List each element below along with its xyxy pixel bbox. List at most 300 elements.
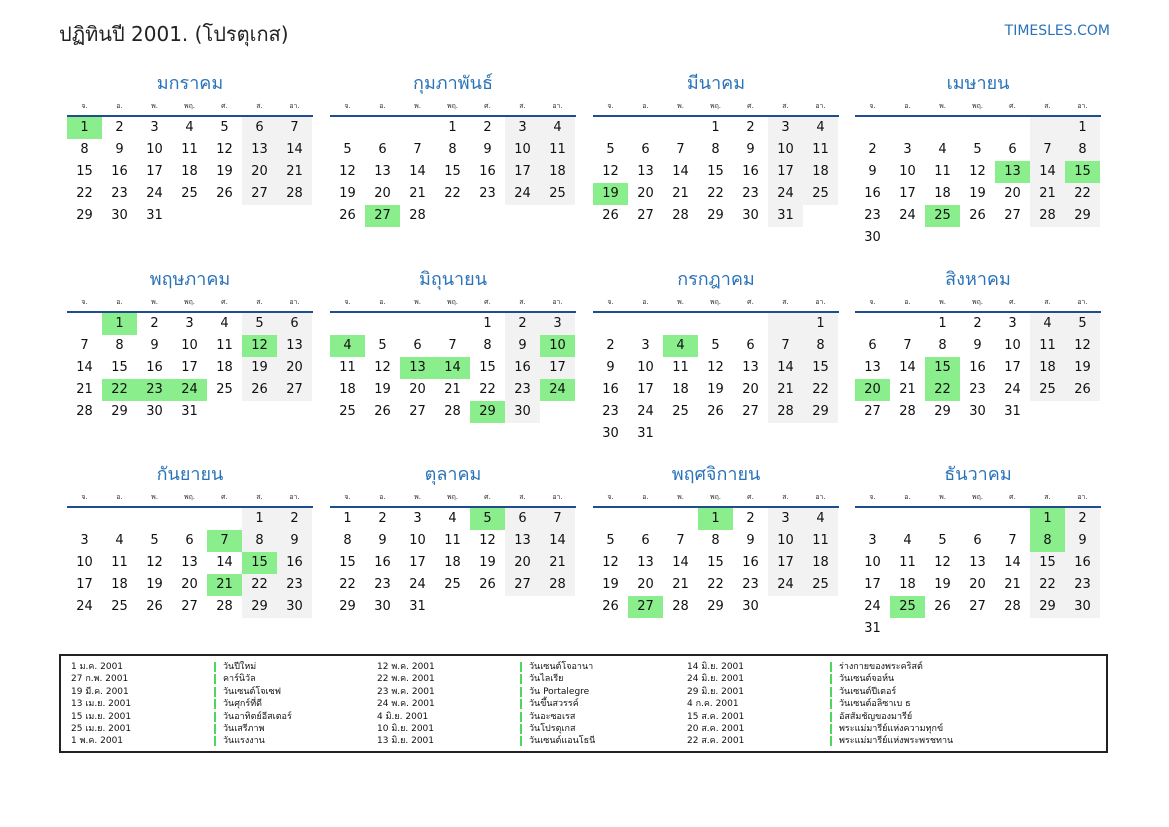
day-cell: 16 [742,555,759,570]
day-cell: 26 [242,379,277,401]
legend-row [377,698,595,710]
legend-row [687,661,953,673]
day-cell: 30 [374,599,391,614]
day-cell: 4 [1030,313,1065,335]
day-cell: 14 [1030,161,1065,183]
day-cell: 8 [1065,139,1100,161]
weekday-label: อา. [1077,298,1088,306]
holiday-name: วันศุกร์ที่ดี [223,699,262,710]
empty-cell [1030,117,1065,139]
empty-cell [330,313,365,335]
day-cell: 17 [505,161,540,183]
empty-cell [855,313,890,335]
day-cell: 7 [80,338,89,353]
day-cell: 13 [242,139,277,161]
empty-cell [67,508,102,530]
day-cell: 8 [711,533,720,548]
month-name: พฤษภาคม [149,269,231,290]
weekday-label: พฤ. [183,298,196,306]
holiday-date: 15 เม.ย. 2001 [71,711,132,722]
weekday-label: ส. [519,298,526,306]
weekday-label: ส. [782,102,789,110]
day-cell: 13 [277,335,312,357]
day-cell: 7 [540,508,575,530]
weekday-label: จ. [607,102,614,110]
day-cell: 12 [602,555,619,570]
holiday-marker [214,724,216,734]
weekday-label: อ. [642,298,649,306]
empty-cell [768,313,803,335]
legend-column [377,661,595,748]
month-block [593,266,839,445]
day-cell: 2 [378,511,387,526]
day-grid [855,313,1101,423]
legend-column [687,661,953,748]
day-cell: 10 [768,139,803,161]
day-cell: 15 [707,164,724,179]
weekday-label: พ. [414,298,421,306]
weekday-label: อา. [815,298,826,306]
day-cell: 9 [378,533,387,548]
day-cell: 23 [505,379,540,401]
weekday-label: พ. [677,493,684,501]
holiday-name: วันขึ้นสวรรค์ [529,699,579,710]
day-cell: 5 [242,313,277,335]
month-name: เมษายน [946,73,1010,94]
day-cell: 10 [146,142,163,157]
holiday-marker [214,699,216,709]
legend-row [71,735,292,747]
weekday-label: ศ. [221,493,228,501]
day-cell: 25 [181,186,198,201]
weekday-label: จ. [607,298,614,306]
weekday-label: อ. [116,298,123,306]
day-cell: 5 [711,338,720,353]
day-cell: 14 [409,164,426,179]
holiday-date: 10 มิ.ย. 2001 [377,724,435,735]
day-grid [330,117,576,227]
day-cell: 23 [742,577,759,592]
day-cell: 26 [602,599,619,614]
day-cell: 21 [672,186,689,201]
brand-link[interactable]: TIMESLES.COM [1004,23,1110,39]
weekday-label: อา. [289,102,300,110]
holiday-name: วันเซนต์โจอานา [529,662,594,672]
holiday-date: 24 มิ.ย. 2001 [687,674,745,685]
day-cell: 20 [277,357,312,379]
weekday-header [330,98,576,117]
day-cell: 5 [606,533,615,548]
day-cell: 7 [676,533,685,548]
holiday-day-cell: 15 [242,552,277,574]
day-cell: 30 [1065,596,1100,618]
day-cell: 15 [479,360,496,375]
holiday-marker [520,736,522,746]
day-cell: 27 [1004,208,1021,223]
holiday-name: วันโปรตุเกส [529,724,576,735]
holiday-date: 19 มี.ค. 2001 [71,686,129,697]
day-cell: 10 [768,530,803,552]
month-block [855,70,1101,249]
day-cell: 25 [1030,379,1065,401]
day-cell: 15 [76,164,93,179]
day-cell: 12 [707,360,724,375]
day-cell: 3 [413,511,422,526]
day-cell: 11 [444,533,461,548]
day-cell: 26 [934,599,951,614]
day-grid [593,117,839,227]
weekday-label: พ. [939,493,946,501]
holiday-name: ร่างกายของพระคริสต์ [839,662,923,672]
day-cell: 25 [216,382,233,397]
day-cell: 29 [76,208,93,223]
day-cell: 7 [903,338,912,353]
empty-cell [855,117,890,139]
day-grid [330,508,576,618]
holiday-day-cell: 8 [1030,530,1065,552]
weekday-header [330,294,576,313]
weekday-label: ศ. [1009,493,1016,501]
day-cell: 28 [444,404,461,419]
day-cell: 14 [768,357,803,379]
day-cell: 8 [242,530,277,552]
holiday-name: วันเสรีภาพ [223,724,265,735]
day-cell: 1 [483,316,492,331]
day-cell: 9 [868,164,877,179]
day-cell: 5 [220,120,229,135]
day-cell: 19 [216,164,233,179]
holiday-day-cell: 12 [242,335,277,357]
day-cell: 4 [448,511,457,526]
day-cell: 3 [185,316,194,331]
day-cell: 24 [637,404,654,419]
holiday-day-cell: 1 [67,117,102,139]
day-cell: 29 [934,404,951,419]
legend-row [377,711,595,723]
day-grid [593,508,839,618]
day-cell: 24 [864,599,881,614]
day-cell: 31 [768,205,803,227]
day-grid [67,508,313,618]
day-cell: 21 [409,186,426,201]
day-cell: 10 [637,360,654,375]
weekday-label: ศ. [484,493,491,501]
day-cell: 7 [768,335,803,357]
holiday-marker [214,712,216,722]
day-cell: 9 [746,533,755,548]
holiday-day-cell: 1 [698,508,733,530]
day-cell: 7 [413,142,422,157]
weekday-label: ส. [1044,102,1051,110]
legend-row [71,723,292,735]
day-cell: 4 [938,142,947,157]
weekday-label: พฤ. [446,493,459,501]
day-cell: 17 [146,164,163,179]
day-cell: 13 [374,164,391,179]
holiday-name: วันเซนต์โจเซฟ [223,686,282,697]
weekday-label: พฤ. [446,298,459,306]
day-cell: 18 [803,552,838,574]
day-cell: 25 [444,577,461,592]
day-cell: 30 [602,426,619,441]
day-cell: 10 [76,555,93,570]
empty-cell [102,508,137,530]
month-name: สิงหาคม [945,269,1011,290]
day-cell: 20 [181,577,198,592]
day-cell: 14 [672,555,689,570]
holiday-day-cell: 7 [207,530,242,552]
weekday-label: อ. [379,102,386,110]
day-cell: 22 [444,186,461,201]
page-title: ปฏิทินปี 2001. (โปรตุเกส) [59,22,289,46]
day-cell: 30 [864,230,881,245]
day-cell: 2 [150,316,159,331]
weekday-label: อา. [289,298,300,306]
weekday-label: ศ. [484,102,491,110]
day-cell: 28 [672,208,689,223]
day-cell: 28 [899,404,916,419]
month-block [593,461,839,618]
day-cell: 15 [803,357,838,379]
day-cell: 17 [864,577,881,592]
day-cell: 22 [803,379,838,401]
weekday-header [67,98,313,117]
month-block [67,266,313,423]
day-cell: 14 [76,360,93,375]
weekday-label: จ. [81,298,88,306]
day-cell: 24 [1004,382,1021,397]
day-cell: 23 [479,186,496,201]
weekday-label: ศ. [221,298,228,306]
day-cell: 11 [540,139,575,161]
day-cell: 1 [343,511,352,526]
holiday-day-cell: 13 [995,161,1030,183]
day-cell: 24 [146,186,163,201]
weekday-label: ส. [519,102,526,110]
holiday-name: พระแม่มารีย์แห่งความทุกข์ [839,724,944,735]
day-cell: 6 [413,338,422,353]
holiday-name: อัสสัมชัญของมารีย์ [839,711,913,722]
day-cell: 5 [378,338,387,353]
day-cell: 23 [374,577,391,592]
weekday-label: ศ. [221,102,228,110]
holiday-date: 1 ม.ค. 2001 [71,662,124,672]
day-cell: 3 [150,120,159,135]
day-cell: 3 [868,533,877,548]
day-cell: 1 [1065,117,1100,139]
weekday-label: จ. [869,298,876,306]
day-cell: 29 [707,599,724,614]
day-cell: 18 [1030,357,1065,379]
day-cell: 28 [277,183,312,205]
day-cell: 15 [1030,552,1065,574]
day-cell: 11 [934,164,951,179]
day-cell: 26 [969,208,986,223]
month-name: ตุลาคม [424,464,482,485]
day-cell: 16 [969,360,986,375]
day-cell: 27 [277,379,312,401]
empty-cell [995,117,1030,139]
weekday-label: จ. [344,298,351,306]
day-cell: 27 [505,574,540,596]
weekday-label: พฤ. [709,102,722,110]
day-cell: 17 [768,161,803,183]
holiday-marker [214,736,216,746]
day-cell: 20 [637,577,654,592]
month-block [855,461,1101,640]
day-cell: 2 [868,142,877,157]
day-cell: 1 [711,120,720,135]
empty-cell [628,117,663,139]
weekday-label: จ. [869,102,876,110]
day-cell: 3 [1008,316,1017,331]
day-cell: 31 [409,599,426,614]
day-cell: 25 [339,404,356,419]
day-cell: 30 [111,208,128,223]
day-cell: 25 [672,404,689,419]
day-cell: 12 [339,164,356,179]
day-cell: 17 [76,577,93,592]
day-cell: 26 [339,208,356,223]
day-cell: 19 [339,186,356,201]
day-cell: 5 [973,142,982,157]
day-cell: 12 [374,360,391,375]
weekday-label: ส. [782,493,789,501]
day-cell: 26 [707,404,724,419]
holiday-name: วันเซนต์แอนโธนี [529,736,596,747]
day-cell: 1 [448,120,457,135]
weekday-label: อา. [1077,102,1088,110]
day-cell: 21 [277,161,312,183]
holiday-day-cell: 25 [925,205,960,227]
weekday-label: พ. [939,298,946,306]
holiday-date: 23 พ.ค. 2001 [377,686,435,697]
day-cell: 25 [111,599,128,614]
holiday-name: วันไลเรีย [529,674,564,685]
holiday-date: 22 พ.ค. 2001 [377,674,435,685]
weekday-label: ส. [1044,493,1051,501]
month-name: กันยายน [156,464,224,485]
day-cell: 22 [1065,183,1100,205]
day-cell: 18 [111,577,128,592]
empty-cell [890,508,925,530]
day-cell: 4 [540,117,575,139]
holiday-marker [214,662,216,672]
day-cell: 16 [146,360,163,375]
legend-row [377,673,595,685]
holiday-marker [520,699,522,709]
day-cell: 18 [540,161,575,183]
day-cell: 14 [672,164,689,179]
weekday-label: อา. [1077,493,1088,501]
holiday-date: 4 มิ.ย. 2001 [377,711,429,722]
empty-cell [365,117,400,139]
day-cell: 18 [672,382,689,397]
empty-cell [855,508,890,530]
weekday-label: จ. [344,102,351,110]
holiday-day-cell: 22 [925,379,960,401]
day-cell: 29 [242,596,277,618]
day-cell: 23 [111,186,128,201]
holiday-date: 1 พ.ค. 2001 [71,736,124,747]
month-name: พฤศจิกายน [671,464,761,485]
day-cell: 28 [409,208,426,223]
day-cell: 13 [505,530,540,552]
weekday-label: ศ. [747,298,754,306]
weekday-label: พ. [677,102,684,110]
day-cell: 29 [803,401,838,423]
day-cell: 20 [742,382,759,397]
weekday-label: อ. [642,493,649,501]
day-cell: 8 [803,335,838,357]
holiday-marker [520,712,522,722]
day-cell: 1 [242,508,277,530]
day-grid [330,313,576,423]
holiday-name: วัน Portalegre [529,686,590,697]
day-cell: 14 [277,139,312,161]
day-cell: 28 [768,401,803,423]
day-cell: 24 [409,577,426,592]
legend-row [71,661,292,673]
month-block [67,70,313,227]
weekday-label: พฤ. [709,493,722,501]
day-cell: 17 [409,555,426,570]
holiday-marker [214,687,216,697]
holiday-name: คาร์นิวัล [223,674,256,685]
weekday-label: ส. [782,298,789,306]
day-cell: 25 [540,183,575,205]
day-grid [67,313,313,423]
holiday-name: วันเซนต์อลิซาเบ ธ [839,699,911,710]
day-cell: 2 [1065,508,1100,530]
weekday-label: พฤ. [446,102,459,110]
holiday-marker [520,662,522,672]
day-cell: 6 [242,117,277,139]
day-cell: 9 [483,142,492,157]
day-cell: 13 [969,555,986,570]
weekday-label: พ. [151,493,158,501]
day-cell: 30 [146,404,163,419]
day-cell: 3 [80,533,89,548]
day-cell: 6 [1008,142,1017,157]
day-cell: 28 [76,404,93,419]
legend-row [687,698,953,710]
empty-cell [663,117,698,139]
weekday-label: ส. [256,493,263,501]
holiday-day-cell: 20 [855,379,890,401]
day-cell: 20 [374,186,391,201]
day-cell: 15 [707,555,724,570]
legend-row [687,686,953,698]
day-cell: 28 [216,599,233,614]
holiday-marker [214,674,216,684]
day-cell: 21 [899,382,916,397]
holiday-name: วันปีใหม่ [223,662,257,672]
empty-cell [663,508,698,530]
day-cell: 6 [746,338,755,353]
weekday-label: อา. [552,102,563,110]
month-name: มกราคม [156,73,224,94]
weekday-header [855,98,1101,117]
day-cell: 6 [185,533,194,548]
day-cell: 11 [339,360,356,375]
month-name: มีนาคม [686,73,746,94]
day-cell: 4 [220,316,229,331]
holiday-marker [830,662,832,672]
day-cell: 22 [1030,574,1065,596]
holiday-date: 14 มิ.ย. 2001 [687,662,745,672]
day-cell: 6 [505,508,540,530]
